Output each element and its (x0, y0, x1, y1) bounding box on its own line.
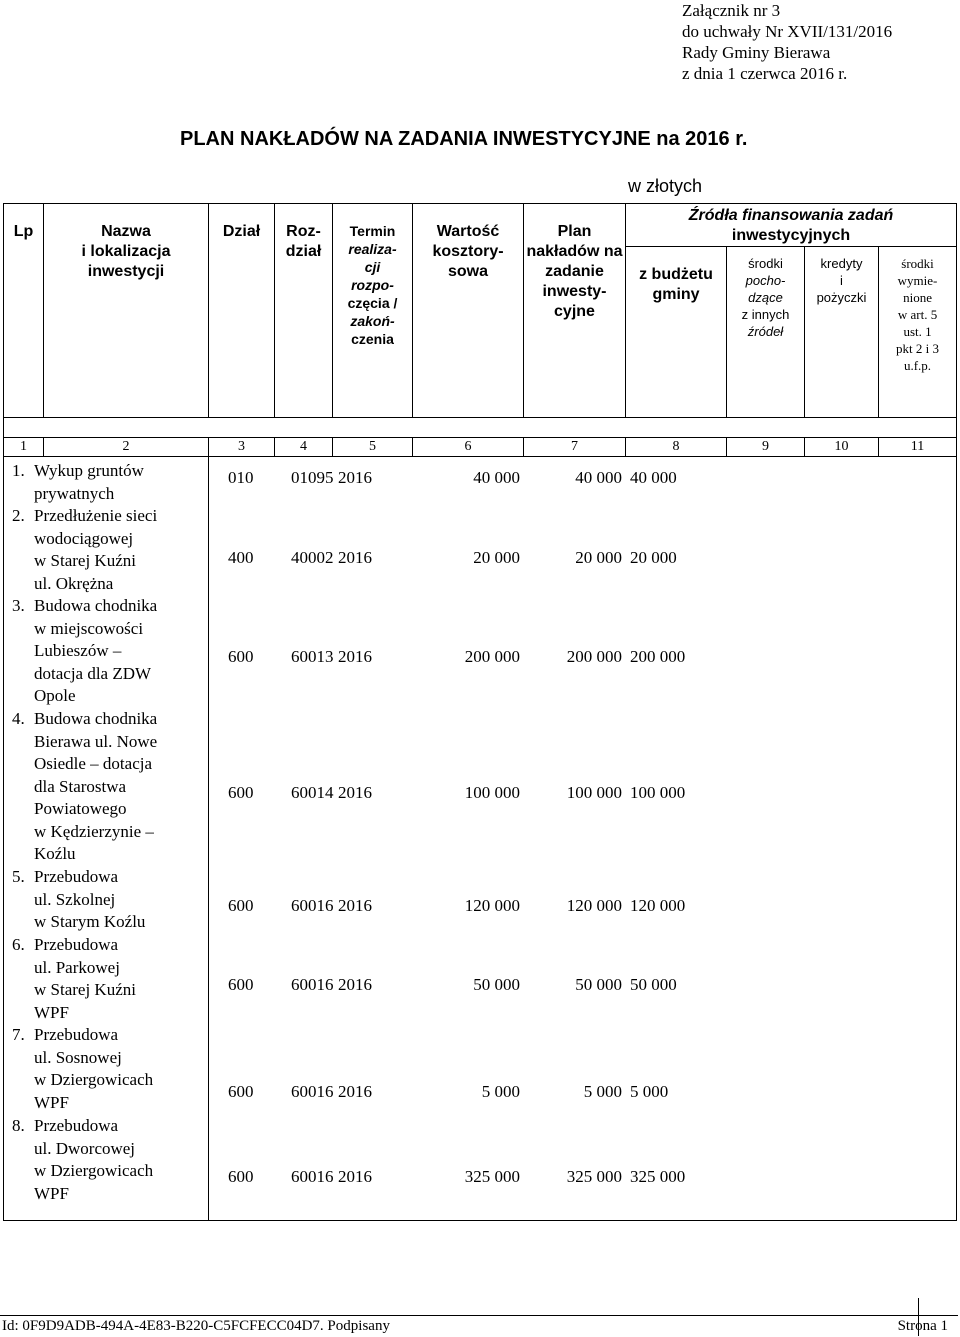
currency-unit: w złotych (628, 176, 703, 196)
attachment-line: Załącznik nr 3 (682, 1, 781, 20)
col-number: 3 (209, 438, 275, 457)
table-row-name: 5. Przebudowa ul. Szkolnej w Starym Koźlu (12, 867, 146, 931)
table-row-name: 7. Przebudowa ul. Sosnowej w Dziergowicach WPF (12, 1025, 154, 1112)
table-row: 600 60016 2016 50 000 50 000 50 000 (228, 975, 677, 994)
col-number: 11 (879, 438, 957, 457)
header-rozdzial: Roz- dział (275, 204, 333, 418)
header-art-funds: środki wymie- nione w art. 5 ust. 1 pkt 2 i 3 u.f.p. (879, 247, 957, 418)
table-row: 600 60013 2016 200 000 200 000 200 000 (228, 647, 686, 666)
table-row-name: 3. Budowa chodnika w miejscowości Lubieszów – dotacja dla ZDW Opole (12, 596, 158, 705)
council-line: Rady Gminy Bierawa (682, 43, 831, 62)
header-row-1 (4, 204, 957, 247)
document-footer (0, 1315, 958, 1336)
col-number: 10 (805, 438, 879, 457)
header-dzial: Dział (209, 204, 275, 418)
spacer-row (4, 418, 957, 438)
table-row-name: 2. Przedłużenie sieci wodociągowej w Starej Kuźni ul. Okrężna (12, 506, 158, 593)
header-termin: Termin realiza- cji rozpo- częcia / zakoń- czenia (333, 204, 413, 418)
col-number: 4 (275, 438, 333, 457)
header-name: Nazwa i lokalizacja inwestycji (44, 204, 209, 418)
data-body-row (4, 457, 957, 1221)
col-number: 7 (524, 438, 626, 457)
header-sources: Źródła finansowania zadań inwestycyjnych (626, 204, 957, 247)
header-budget: z budżetu gminy (626, 247, 727, 418)
table-row-name: 6. Przebudowa ul. Parkowej w Starej Kuźni WPF (12, 935, 136, 1022)
document-id: Id: 0F9D9ADB-494A-4E83-B220-C5FCFECC04D7. Podpisany (2, 1318, 390, 1334)
date-line: z dnia 1 czerwca 2016 r. (682, 64, 848, 83)
col-number: 9 (727, 438, 805, 457)
attachment-note (682, 0, 892, 84)
page-title: PLAN NAKŁADÓW NA ZADANIA INWESTYCYJNE na 2016 r. (180, 128, 748, 150)
table-row-name: 8. Przebudowa ul. Dworcowej w Dziergowicach WPF (12, 1116, 154, 1203)
header-credits: kredyty i pożyczki (805, 247, 879, 418)
header-other-sources: środki pocho- dzące z innych źródeł (727, 247, 805, 418)
values-table (209, 457, 957, 1217)
table-row: 010 01095 2016 40 000 40 000 40 000 (228, 468, 677, 487)
header-plan: Plan nakładów na zadanie inwesty- cyjne (524, 204, 626, 418)
col-number: 8 (626, 438, 727, 457)
values-area (209, 457, 957, 1221)
header-wartosc: Wartość kosztory- sowa (413, 204, 524, 418)
table-row: 400 40002 2016 20 000 20 000 20 000 (228, 548, 677, 567)
investment-plan-table (3, 203, 957, 1221)
column-number-row (4, 438, 957, 457)
investment-names-column (4, 457, 209, 1221)
table-row: 600 60016 2016 5 000 5 000 5 000 (228, 1082, 669, 1101)
page-number: Strona 1 (897, 1318, 948, 1334)
col-number: 6 (413, 438, 524, 457)
col-number: 2 (44, 438, 209, 457)
table-row: 600 60016 2016 325 000 325 000 325 000 (228, 1167, 686, 1186)
resolution-line: do uchwały Nr XVII/131/2016 (682, 22, 893, 41)
table-row: 600 60016 2016 120 000 120 000 120 000 (228, 896, 686, 915)
table-row-name: 1. Wykup gruntów prywatnych (12, 461, 144, 503)
table-row-name: 4. Budowa chodnika Bierawa ul. Nowe Osiedle – dotacja dla Starostwa Powiatowego w Kędzierzynie – Koźlu (12, 709, 158, 863)
header-lp: Lp (4, 204, 44, 418)
table-row: 600 60014 2016 100 000 100 000 100 000 (228, 783, 686, 802)
col-number: 5 (333, 438, 413, 457)
col-number: 1 (4, 438, 44, 457)
